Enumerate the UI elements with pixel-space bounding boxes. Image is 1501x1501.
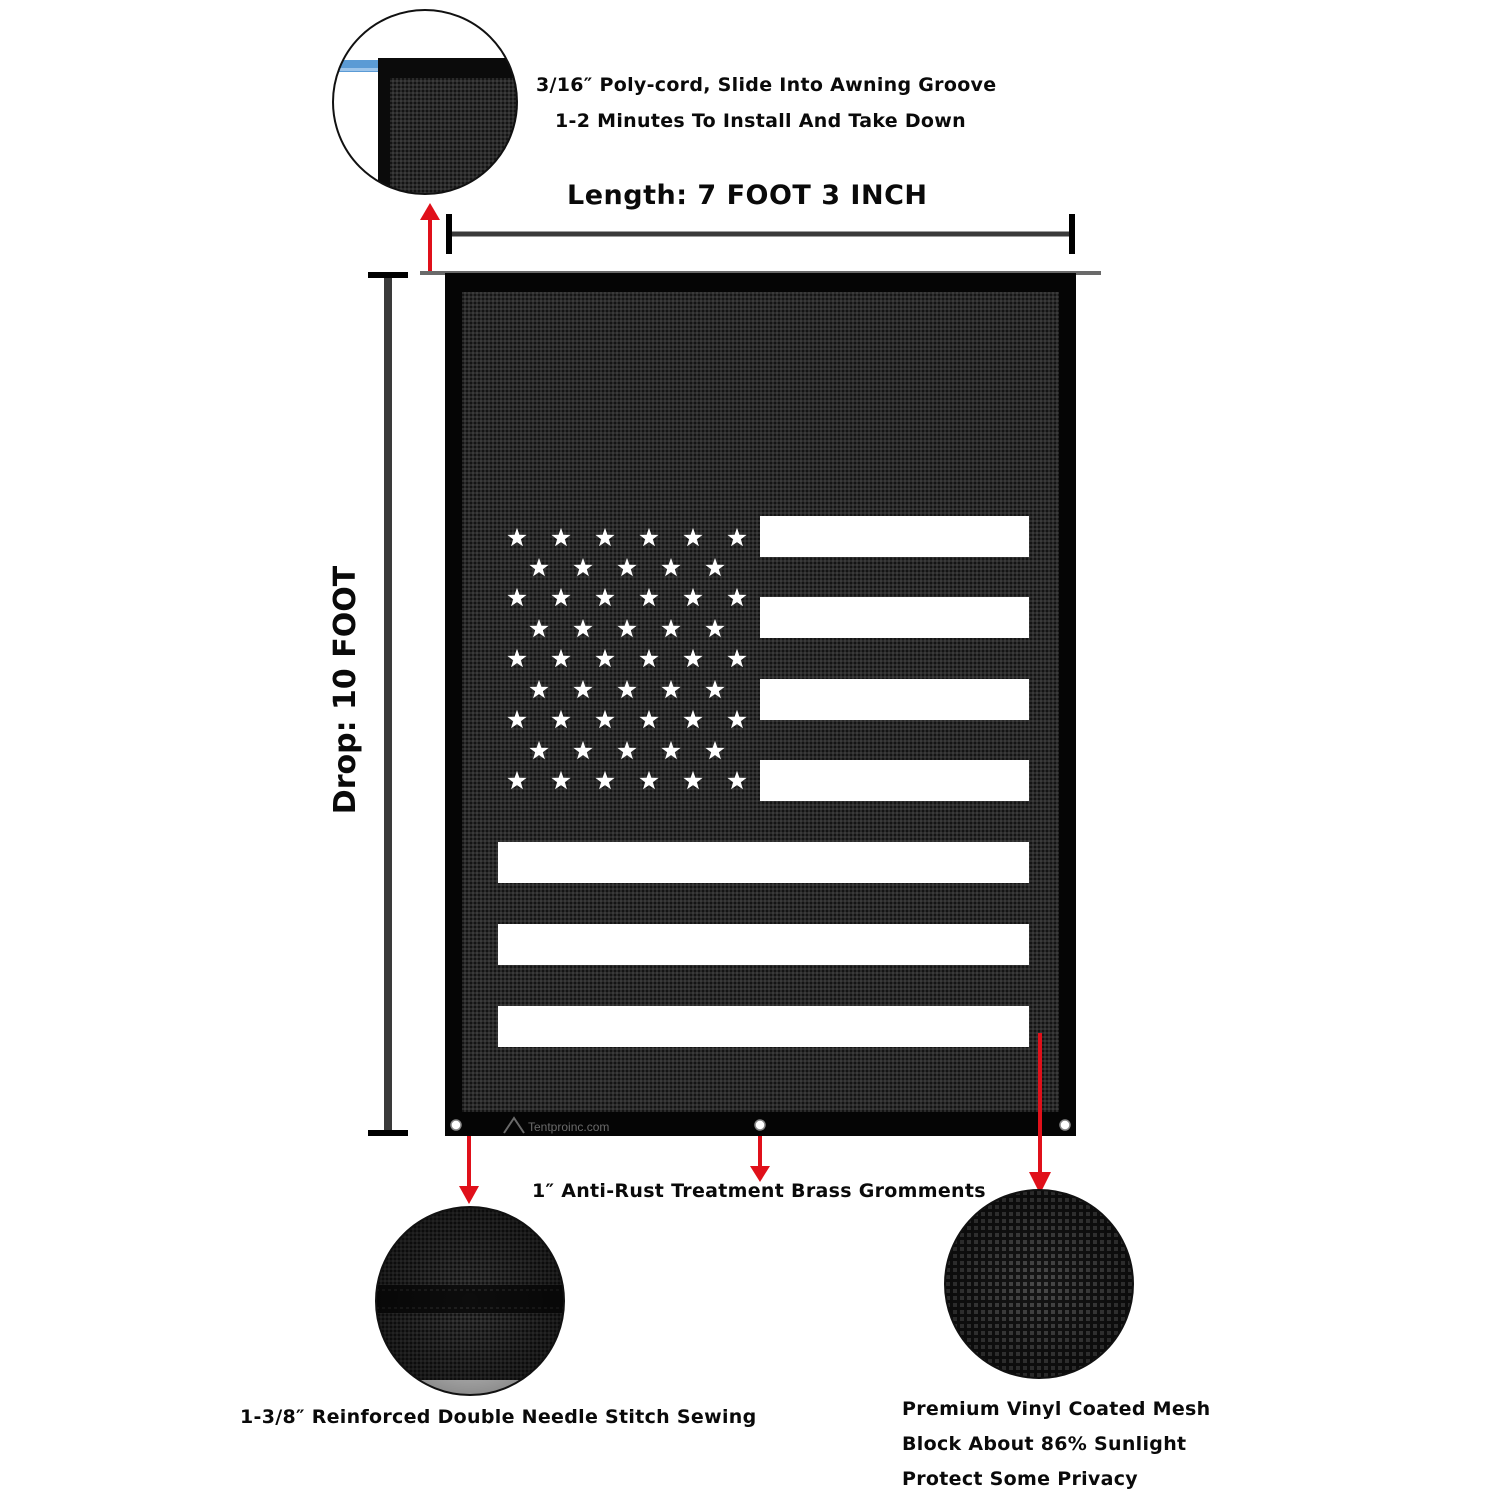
shade-panel: [445, 273, 1076, 1136]
flag-stripe: [760, 679, 1029, 720]
grommets-label: 1″ Anti-Rust Treatment Brass Gromments: [532, 1180, 986, 1202]
stitch-label: 1-3/8″ Reinforced Double Needle Stitch Sewing: [240, 1406, 757, 1428]
arrow-to-stitch: [459, 1136, 479, 1204]
grommet: [451, 1120, 461, 1130]
flag-stripe: [760, 516, 1029, 557]
grommet: [755, 1120, 765, 1130]
flag-stripe: [498, 1006, 1029, 1047]
arrow-to-poly-cord: [420, 203, 440, 272]
mesh-detail-circle: [940, 1185, 1140, 1385]
drop-dimension: [368, 275, 408, 1133]
flag-stripe: [760, 597, 1029, 638]
poly-cord-label-line1: 3/16″ Poly-cord, Slide Into Awning Groove: [536, 74, 997, 96]
flag-stripe: [498, 842, 1029, 883]
arrow-to-grommet: [750, 1136, 770, 1182]
mesh-label-line3: Protect Some Privacy: [902, 1468, 1138, 1490]
brand-watermark: Tentproinc.com: [528, 1120, 610, 1134]
poly-cord-detail-circle: [332, 10, 518, 208]
poly-cord-label-line2: 1-2 Minutes To Install And Take Down: [555, 110, 966, 132]
flag-stripe: [498, 924, 1029, 965]
length-dimension: [449, 214, 1072, 254]
length-label: Length: 7 FOOT 3 INCH: [567, 180, 928, 211]
mesh-label-line2: Block About 86% Sunlight: [902, 1433, 1187, 1455]
mesh-label-line1: Premium Vinyl Coated Mesh: [902, 1398, 1211, 1420]
drop-label: Drop: 10 FOOT: [328, 565, 363, 815]
stitch-detail-circle: [370, 1200, 570, 1404]
grommet: [1060, 1120, 1070, 1130]
flag-stripe: [760, 760, 1029, 801]
